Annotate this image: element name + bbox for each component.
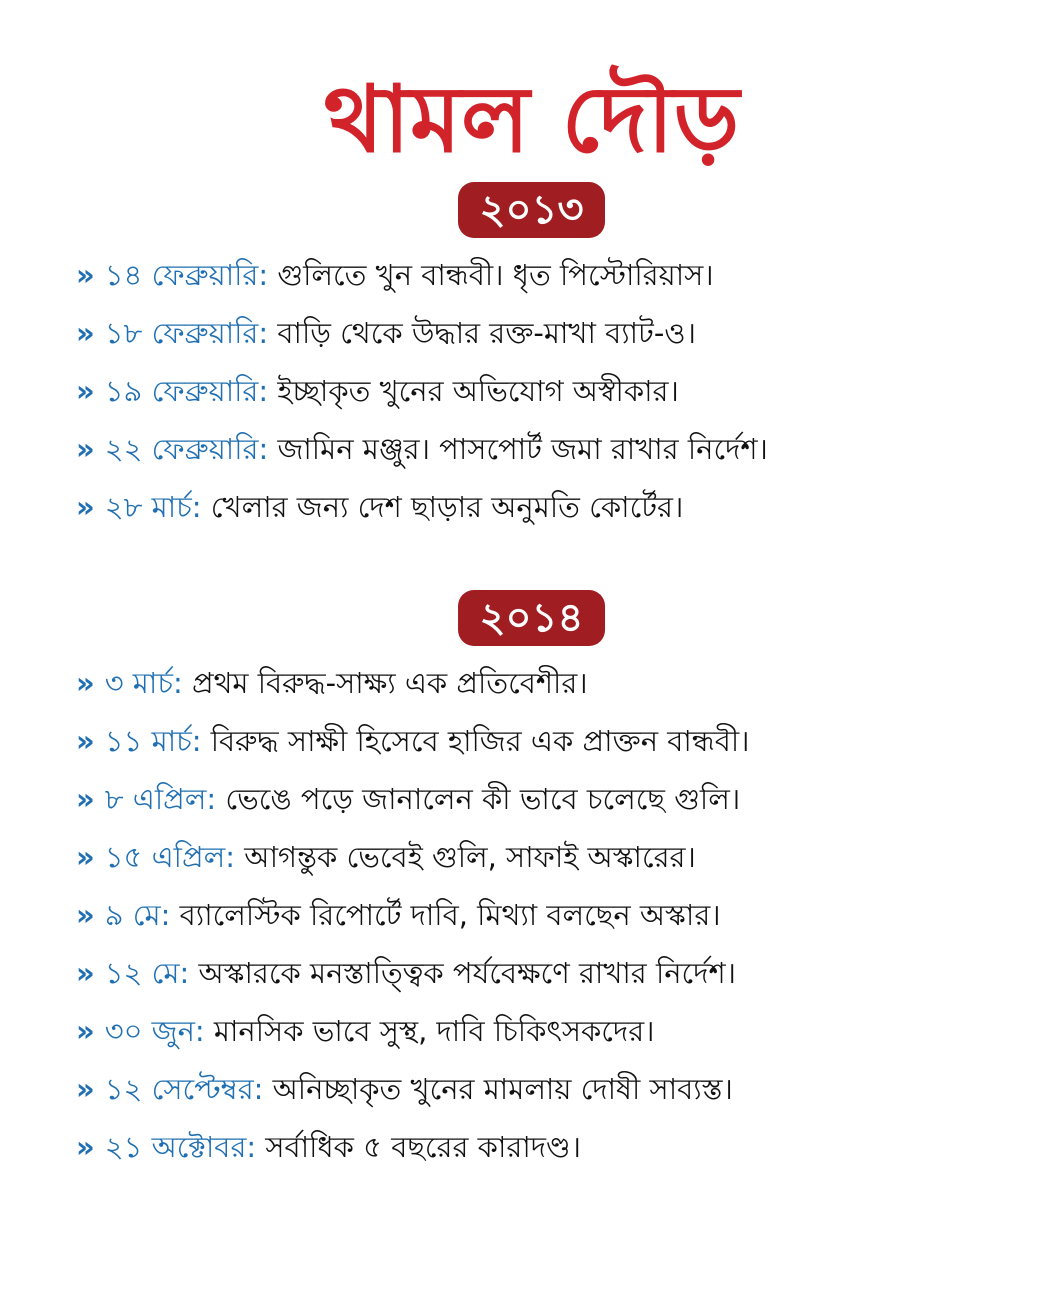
bullet-marker-icon: » [76,840,95,874]
entry-date: ১৮ ফেব্রুয়ারি: [104,316,269,350]
entry-text: সর্বাধিক ৫ বছরের কারাদণ্ড। [265,1130,581,1164]
entry-text: জামিন মঞ্জুর। পাসপোর্ট জমা রাখার নির্দেশ। [277,432,768,466]
bullet-marker-icon: » [76,1072,95,1106]
timeline-2014 [76,654,1046,1176]
bullet-marker-icon: » [76,1014,95,1048]
timeline-entry [76,246,1046,304]
entry-date: ৮ এপ্রিল: [104,782,217,816]
timeline-2013 [76,246,1046,536]
timeline-entry [76,420,1046,478]
entry-date: ১৫ এপ্রিল: [104,840,235,874]
timeline-entry [76,886,1046,944]
entry-date: ২৮ মার্চ: [104,490,202,524]
entry-text: বিরুদ্ধ সাক্ষী হিসেবে হাজির এক প্রাক্তন বান্ধবী। [210,724,750,758]
bullet-marker-icon: » [76,782,95,816]
entry-text: ভেঙে পড়ে জানালেন কী ভাবে চলেছে গুলি। [225,782,741,816]
bullet-marker-icon: » [76,898,95,932]
entry-text: গুলিতে খুন বান্ধবী। ধৃত পিস্টোরিয়াস। [277,258,714,292]
bullet-marker-icon: » [76,724,95,758]
entry-text: মানসিক ভাবে সুস্থ, দাবি চিকিৎসকদের। [213,1014,655,1048]
entry-text: অস্কারকে মনস্তাত্ত্বিক পর্যবেক্ষণে রাখার নির্দেশ। [198,956,736,990]
entry-date: ৩০ জুন: [104,1014,205,1048]
timeline-entry [76,362,1046,420]
timeline-entry [76,944,1046,1002]
entry-text: অনিচ্ছাকৃত খুনের মামলায় দোষী সাব্যস্ত। [272,1072,733,1106]
bullet-marker-icon: » [76,374,95,408]
year-badge-2014: ২০১৪ [458,590,606,646]
entry-text: ব্যালেস্টিক রিপোর্টে দাবি, মিথ্যা বলছেন অস্কার। [179,898,721,932]
entry-date: ১২ সেপ্টেম্বর: [104,1072,264,1106]
entry-date: ২১ অক্টোবর: [104,1130,257,1164]
timeline-entry [76,478,1046,536]
entry-date: ১৪ ফেব্রুয়ারি: [104,258,269,292]
timeline-entry [76,712,1046,770]
entry-date: ৩ মার্চ: [104,666,183,700]
timeline-entry [76,1060,1046,1118]
timeline-entry [76,770,1046,828]
entry-text: আগন্তুক ভেবেই গুলি, সাফাই অস্কারের। [244,840,696,874]
entry-date: ১২ মে: [104,956,190,990]
timeline-entry [76,1002,1046,1060]
entry-text: খেলার জন্য দেশ ছাড়ার অনুমতি কোর্টের। [210,490,684,524]
entry-text: ইচ্ছাকৃত খুনের অভিযোগ অস্বীকার। [277,374,679,408]
entry-text: প্রথম বিরুদ্ধ-সাক্ষ্য এক প্রতিবেশীর। [191,666,588,700]
entry-date: ১৯ ফেব্রুয়ারি: [104,374,269,408]
bullet-marker-icon: » [76,432,95,466]
entry-date: ৯ মে: [104,898,171,932]
bullet-marker-icon: » [76,956,95,990]
bullet-marker-icon: » [76,316,95,350]
timeline-entry [76,828,1046,886]
entry-date: ১১ মার্চ: [104,724,202,758]
entry-text: বাড়ি থেকে উদ্ধার রক্ত-মাখা ব্যাট-ও। [277,316,697,350]
bullet-marker-icon: » [76,490,95,524]
timeline-entry [76,654,1046,712]
timeline-entry [76,1118,1046,1176]
year-badge-2013: ২০১৩ [458,182,606,238]
entry-date: ২২ ফেব্রুয়ারি: [104,432,269,466]
page-title: থামল দৌড় [323,66,740,173]
bullet-marker-icon: » [76,1130,95,1164]
bullet-marker-icon: » [76,258,95,292]
timeline-entry [76,304,1046,362]
bullet-marker-icon: » [76,666,95,700]
